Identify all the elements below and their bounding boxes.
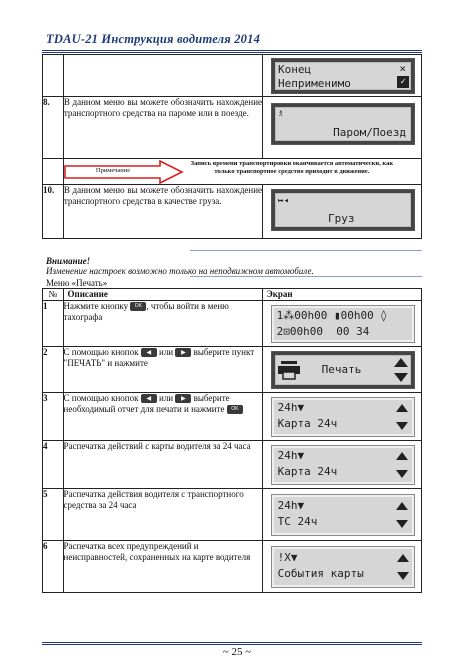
note-label: Примечание bbox=[95, 167, 131, 174]
table-row bbox=[43, 489, 422, 541]
row-description-part: или bbox=[159, 393, 174, 403]
lcd-line-end: Конец bbox=[278, 63, 312, 76]
left-arrow-button-icon: ◀ bbox=[141, 394, 157, 403]
page-number: ~ 25 ~ bbox=[222, 646, 252, 658]
attention-rule bbox=[190, 250, 422, 251]
print-menu-table bbox=[42, 288, 422, 593]
lcd-text-ferry: Паром/Поезд bbox=[333, 126, 407, 139]
row-description: В данном меню вы можете обозначить нахождение транспортного средства в качестве груза. bbox=[63, 185, 262, 239]
lcd-screen-card24 bbox=[271, 397, 415, 437]
document-header-title: TDAU-21 Инструкция водителя 2014 bbox=[46, 32, 261, 46]
lcd-text-cargo: Груз bbox=[328, 212, 355, 225]
lcd-line-vehicle24: ТС 24ч bbox=[277, 515, 318, 528]
note-text: Запись времени транспортировки оканчивается автоматически, как только транспортное средство приходит в движение. bbox=[190, 160, 394, 175]
table-row-cargo bbox=[43, 185, 422, 239]
up-down-arrows-icon bbox=[396, 404, 408, 430]
lcd-line-24h: 24h▼ bbox=[277, 401, 305, 414]
row-number: 10. bbox=[43, 185, 64, 239]
table-row bbox=[43, 441, 422, 489]
table-row bbox=[43, 347, 422, 393]
attention-text: Изменение настроек возможно только на неподвижном автомобиле. bbox=[46, 266, 314, 276]
footer-rule bbox=[42, 642, 422, 643]
lcd-screen-main bbox=[271, 305, 415, 343]
table-row-note bbox=[43, 159, 422, 185]
header-rule bbox=[42, 50, 422, 51]
row-number: 3 bbox=[43, 393, 64, 441]
row-number: 2 bbox=[43, 347, 64, 393]
lcd-screen-card24-print bbox=[271, 445, 415, 485]
row-number: 4 bbox=[43, 441, 64, 489]
lcd-line-card-events: События карты bbox=[277, 567, 364, 580]
lcd-text-print: Печать bbox=[321, 363, 362, 376]
right-arrow-button-icon: ▶ bbox=[175, 348, 191, 357]
header-description: Описание bbox=[63, 289, 262, 301]
close-icon: × bbox=[399, 62, 407, 75]
lcd-line-driver1: 1⁂00h00 ▮00h00 ◊ bbox=[276, 309, 387, 322]
lcd-screen-card-events bbox=[271, 546, 415, 588]
lcd-line-24h: 24h▼ bbox=[277, 499, 305, 512]
settings-table bbox=[42, 54, 422, 239]
table-row-ferry bbox=[43, 97, 422, 159]
footer-rule-secondary bbox=[42, 644, 422, 645]
lcd-screen-cargo bbox=[271, 189, 415, 231]
ok-button-icon: OK bbox=[130, 302, 146, 311]
row-number: 8. bbox=[43, 97, 64, 159]
row-number: 1 bbox=[43, 301, 64, 347]
row-description-part: или bbox=[159, 347, 174, 357]
lcd-screen-vehicle24 bbox=[271, 494, 415, 536]
row-description: В данном меню вы можете обозначить нахождение транспортного средства на пароме или в поезде. bbox=[63, 97, 262, 159]
lcd-screen-print bbox=[271, 351, 415, 389]
row-description-part: С помощью кнопок bbox=[63, 393, 139, 403]
row-description-part: С помощью кнопок bbox=[63, 347, 139, 357]
lcd-line-card24: Карта 24ч bbox=[277, 465, 338, 478]
row-description-part: Нажмите кнопку bbox=[63, 301, 129, 311]
print-menu-title: Меню «Печать» bbox=[46, 278, 108, 288]
up-down-arrows-icon bbox=[394, 358, 408, 382]
up-down-arrows-icon bbox=[396, 452, 408, 478]
printer-icon bbox=[278, 360, 302, 380]
row-description: Распечатка всех предупреждений и неисправностей, сохраненных на карте водителя bbox=[63, 541, 262, 593]
table-row bbox=[43, 393, 422, 441]
header-num: № bbox=[43, 289, 64, 301]
ok-button-icon: OK bbox=[227, 405, 243, 414]
ferry-icon: ♗ bbox=[278, 108, 285, 119]
header-screen: Экран bbox=[262, 289, 421, 301]
table-header-row bbox=[43, 289, 422, 301]
row-number: 5 bbox=[43, 489, 64, 541]
lcd-line-warning: !X▼ bbox=[277, 551, 298, 564]
row-description-part: выберите необходимый отчет для печати и нажмите bbox=[63, 393, 230, 414]
row-description-part: , чтобы войти в меню тахографа bbox=[63, 301, 229, 322]
attention-rule-bottom bbox=[190, 276, 422, 277]
lcd-screen-end bbox=[271, 58, 415, 94]
lcd-line-driver2: 2⊡00h00 00 34 bbox=[276, 325, 370, 338]
up-down-arrows-icon bbox=[396, 502, 408, 528]
row-description: Распечатка действия водителя с транспортного средства за 24 часа bbox=[63, 489, 262, 541]
lcd-line-24h: 24h▼ bbox=[277, 449, 305, 462]
header-rule-secondary bbox=[42, 52, 422, 53]
lcd-line-not-applicable: Неприменимо bbox=[278, 77, 351, 90]
cargo-icon: ↦◂ bbox=[278, 196, 289, 206]
row-description: Распечатка действий с карты водителя за 24 часа bbox=[63, 441, 262, 489]
checkmark-icon: ✓ bbox=[397, 76, 409, 88]
up-down-arrows-icon bbox=[397, 554, 409, 580]
left-arrow-button-icon: ◀ bbox=[141, 348, 157, 357]
lcd-screen-ferry bbox=[271, 103, 415, 145]
attention-title: Внимание! bbox=[46, 256, 91, 266]
table-row bbox=[43, 301, 422, 347]
row-description-part: выберите пункт "ПЕЧАТЬ" и нажмите bbox=[63, 347, 255, 368]
table-row bbox=[43, 541, 422, 593]
table-row-end bbox=[43, 55, 422, 97]
row-number: 6 bbox=[43, 541, 64, 593]
right-arrow-button-icon: ▶ bbox=[175, 394, 191, 403]
lcd-line-card24: Карта 24ч bbox=[277, 417, 338, 430]
